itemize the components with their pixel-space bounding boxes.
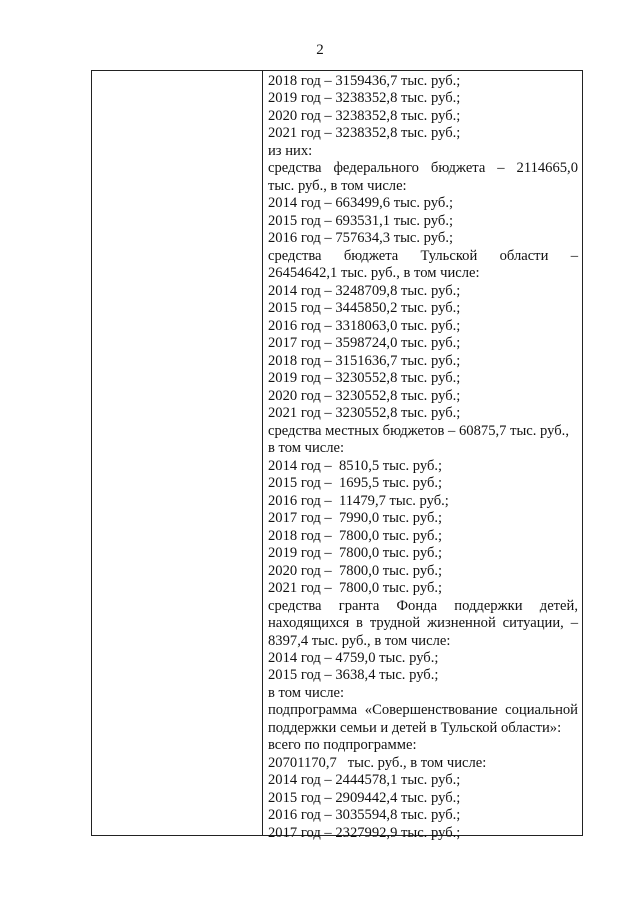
text-line: 2016 год – 3318063,0 тыс. руб.;	[268, 317, 461, 334]
text-line: 2021 год – 3230552,8 тыс. руб.;	[268, 405, 461, 422]
text-line: 2014 год – 4759,0 тыс. руб.;	[268, 649, 439, 666]
page-number: 2	[316, 42, 324, 58]
text-line: поддержки семьи и детей в Тульской области»:	[268, 719, 562, 736]
text-line: средства местных бюджетов – 60875,7 тыс. руб.,	[268, 422, 569, 439]
text-line: 2019 год – 7800,0 тыс. руб.;	[268, 545, 443, 562]
text-line: 26454642,1 тыс. руб., в том числе:	[268, 265, 480, 282]
text-line: находящихся в трудной жизненной ситуации, –	[268, 615, 578, 632]
text-line: 2018 год – 7800,0 тыс. руб.;	[268, 527, 443, 544]
text-line: 2016 год – 3035594,8 тыс. руб.;	[268, 807, 461, 824]
text-line: 2021 год – 3238352,8 тыс. руб.;	[268, 125, 461, 142]
text-line: 2017 год – 2327992,9 тыс. руб.;	[268, 824, 461, 841]
text-line: 8397,4 тыс. руб., в том числе:	[268, 632, 451, 649]
text-line: 2020 год – 7800,0 тыс. руб.;	[268, 562, 443, 579]
text-line: подпрограмма «Совершенствование социальной	[268, 702, 578, 719]
text-line: 2018 год – 3151636,7 тыс. руб.;	[268, 352, 461, 369]
text-line: 2015 год – 2909442,4 тыс. руб.;	[268, 789, 461, 806]
text-line: 2020 год – 3238352,8 тыс. руб.;	[268, 107, 461, 124]
text-line: 20701170,7 тыс. руб., в том числе:	[268, 754, 487, 771]
column-divider	[262, 71, 263, 835]
text-line: 2019 год – 3238352,8 тыс. руб.;	[268, 90, 461, 107]
text-line: 2018 год – 3159436,7 тыс. руб.;	[268, 73, 461, 89]
text-line: средства федерального бюджета – 2114665,0	[268, 160, 578, 177]
text-line: 2015 год – 3445850,2 тыс. руб.;	[268, 300, 461, 317]
text-line: 2015 год – 693531,1 тыс. руб.;	[268, 212, 454, 229]
text-line: тыс. руб., в том числе:	[268, 177, 407, 194]
funding-cell	[268, 73, 578, 842]
text-line: в том числе:	[268, 684, 345, 701]
text-line: всего по подпрограмме:	[268, 737, 417, 754]
text-line: средства гранта Фонда поддержки детей,	[268, 597, 578, 614]
text-line: 2017 год – 3598724,0 тыс. руб.;	[268, 335, 461, 352]
text-line: 2015 год – 3638,4 тыс. руб.;	[268, 667, 439, 684]
text-line: из них:	[268, 142, 313, 159]
text-line: 2014 год – 8510,5 тыс. руб.;	[268, 457, 443, 474]
text-line: 2016 год – 757634,3 тыс. руб.;	[268, 230, 454, 247]
text-line: 2017 год – 7990,0 тыс. руб.;	[268, 510, 443, 527]
text-line: 2014 год – 663499,6 тыс. руб.;	[268, 195, 454, 212]
text-line: 2016 год – 11479,7 тыс. руб.;	[268, 492, 449, 509]
text-line: 2014 год – 2444578,1 тыс. руб.;	[268, 772, 461, 789]
text-line: 2019 год – 3230552,8 тыс. руб.;	[268, 370, 461, 387]
text-line: средства бюджета Тульской области –	[268, 247, 578, 264]
text-line: 2014 год – 3248709,8 тыс. руб.;	[268, 282, 461, 299]
text-line: 2015 год – 1695,5 тыс. руб.;	[268, 475, 443, 492]
text-line: 2021 год – 7800,0 тыс. руб.;	[268, 580, 443, 597]
funding-table	[91, 70, 583, 841]
text-line: в том числе:	[268, 440, 345, 457]
text-line: 2020 год – 3230552,8 тыс. руб.;	[268, 387, 461, 404]
